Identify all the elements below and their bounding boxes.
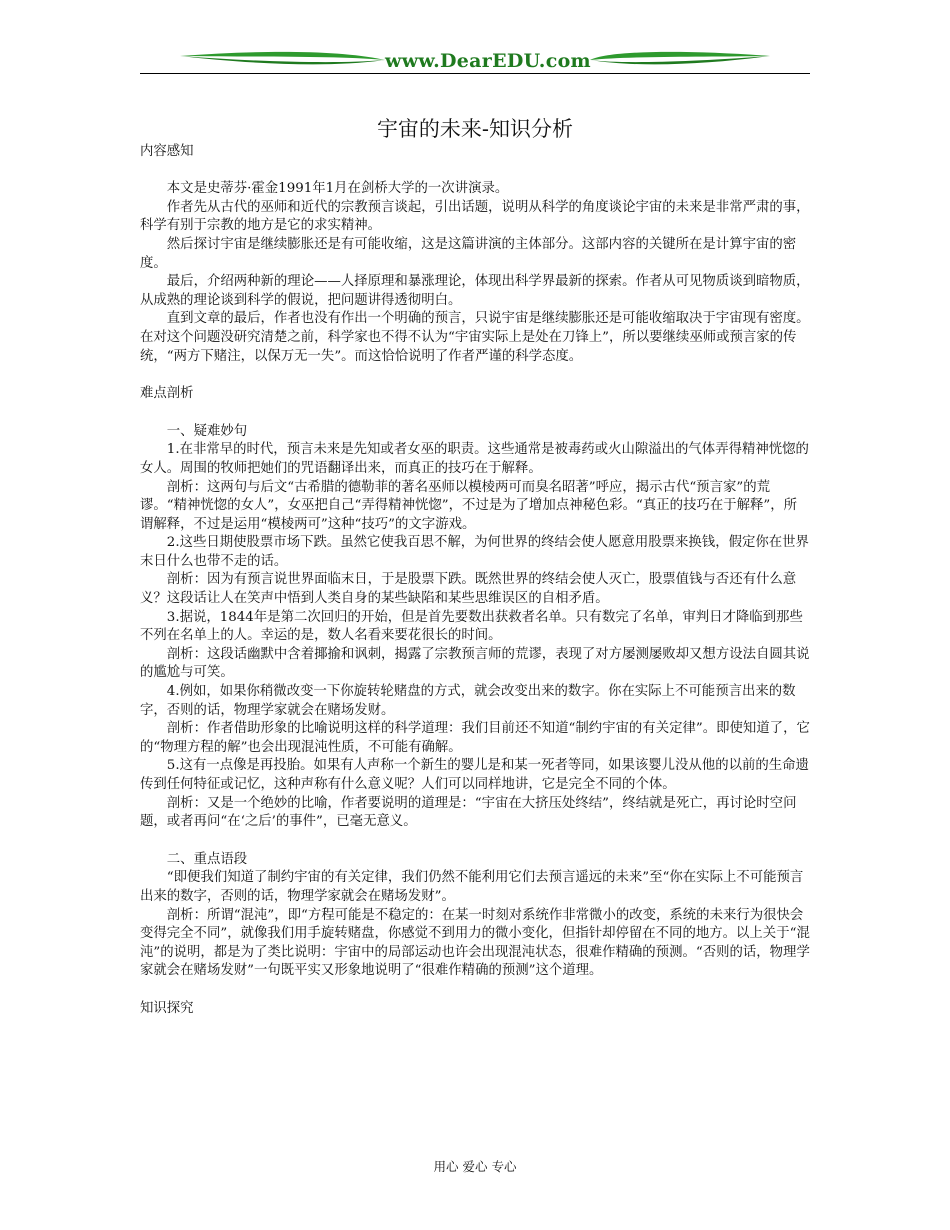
- section-heading-explore: 知识探究: [140, 1000, 194, 1016]
- list-item: 剖析：作者借助形象的比喻说明这样的科学道理：我们目前还不知道“制约宇宙的有关定律”。即使知道了，它的“物理方程的解”也会出现混沌性质，不可能有确解。: [140, 721, 810, 755]
- list-item: 1.在非常早的时代，预言未来是先知或者女巫的职责。这些通常是被毒药或火山隙溢出的气体弄得精神恍惚的女人。周围的牧师把她们的咒语翻译出来，而真正的技巧在于解释。: [140, 442, 809, 476]
- paragraph: “即便我们知道了制约宇宙的有关定律，我们仍然不能利用它们去预言遥远的未来”至“你在实际上不可能预言出来的数字，否则的话，物理学家就会在赌场发财”。: [140, 870, 804, 904]
- list-item: 剖析：这两句与后文“古希腊的德勒菲的著名巫师以模棱两可而臭名昭著”呼应，揭示古代“预言家”的荒谬。“精神恍惚的女人”，女巫把自己“弄得精神恍惚”，不过是为了增加点神秘色彩。“真正的技巧在于解释”，所谓解释，不过是运用“模棱两可”这种“技巧”的文字游戏。: [140, 479, 798, 532]
- site-logo-text[interactable]: www.DearEDU.com: [385, 50, 591, 72]
- page-footer: 用心 爱心 专心: [433, 1159, 517, 1174]
- section-heading-difficulty: 难点剖析: [140, 386, 194, 402]
- paragraph: 剖析：所谓“混沌”，即“方程可能是不稳定的：在某一时刻对系统作非常微小的改变，系统的未来行为很快会变得完全不同”，就像我们用手旋转赌盘，你感觉不到用力的微小变化，但指针却停留在不同的地方。以上关于“混沌”的说明，都是为了类比说明：宇宙中的局部运动也许会出现混沌状态，很难作精确的预测。“否则的话，物理学家就会在赌场发财”一句既平实又形象地说明了“很难作精确的预测”这个道理。: [140, 907, 810, 979]
- paragraph: 然后探讨宇宙是继续膨胀还是有可能收缩，这是这篇讲演的主体部分。这部内容的关键所在是计算宇宙的密度。: [140, 236, 797, 271]
- paragraph: 本文是史蒂芬·霍金1991年1月在剑桥大学的一次讲演录。: [166, 181, 509, 197]
- paragraph: 直到文章的最后，作者也没有作出一个明确的预言，只说宇宙是继续膨胀还是可能收缩取决于宇宙现有密度。在对这个问题没研究清楚之前，科学家也不得不认为“宇宙实际上是处在刀锋上”，所以要继续巫师或预言家的传统，“两方下赌注，以保万无一失”。而这恰恰说明了作者严谨的科学态度。: [140, 311, 810, 364]
- list-item: 4.例如，如果你稍微改变一下你旋转轮赌盘的方式，就会改变出来的数字。你在实际上不可能预言出来的数字，否则的话，物理学家就会在赌场发财。: [140, 684, 796, 718]
- subheading-key-paragraphs: 二、重点语段: [166, 851, 248, 867]
- section-heading-content-feel: 内容感知: [140, 144, 194, 159]
- list-item: 剖析：又是一个绝妙的比喻，作者要说明的道理是：“宇宙在大挤压处终结”，终结就是死亡，再讨论时空问题，或者再问“在‘之后’的事件”，已毫无意义。: [140, 795, 797, 830]
- list-item: 5.这有一点像是再投胎。如果有人声称一个新生的婴儿是和某一死者等同，如果该婴儿没从他的以前的生命遗传到任何特征或记忆，这种声称有什么意义呢？人们可以同样地讲，它是完全不同的个体。: [140, 758, 809, 792]
- header-divider: [140, 73, 810, 74]
- list-item: 3.据说，1844年是第二次回归的开始，但是首先要数出获救者名单。只有数完了名单，审判日才降临到那些不列在名单上的人。幸运的是，数人名看来要花很长的时间。: [140, 609, 803, 644]
- list-item: 剖析：因为有预言说世界面临末日，于是股票下跌。既然世界的终结会使人灭亡，股票值钱与否还有什么意义？这段话让人在笑声中悟到人类自身的某些缺陷和某些思维误区的自相矛盾。: [140, 572, 797, 607]
- paragraph: 作者先从古代的巫师和近代的宗教预言谈起，引出话题，说明从科学的角度谈论宇宙的未来是非常严肃的事，科学有别于宗教的地方是它的求实精神。: [140, 199, 810, 234]
- list-item: 剖析：这段话幽默中含着揶揄和讽刺，揭露了宗教预言师的荒谬，表现了对方屡测屡败却又想方设法自圆其说的尴尬与可笑。: [140, 646, 810, 681]
- paragraph: 最后，介绍两种新的理论——人择原理和暴涨理论，体现出科学界最新的探索。作者从可见物质谈到暗物质，从成熟的理论谈到科学的假说，把问题讲得透彻明白。: [140, 274, 810, 308]
- list-item: 2.这些日期使股票市场下跌。虽然它使我百思不解，为何世界的终结会使人愿意用股票来换钱，假定你在世界末日什么也带不走的话。: [140, 535, 809, 569]
- page-title: 宇宙的未来-知识分析: [376, 117, 574, 141]
- document-body: [140, 143, 810, 1019]
- subheading-sentences: 一、疑难妙句: [166, 423, 248, 439]
